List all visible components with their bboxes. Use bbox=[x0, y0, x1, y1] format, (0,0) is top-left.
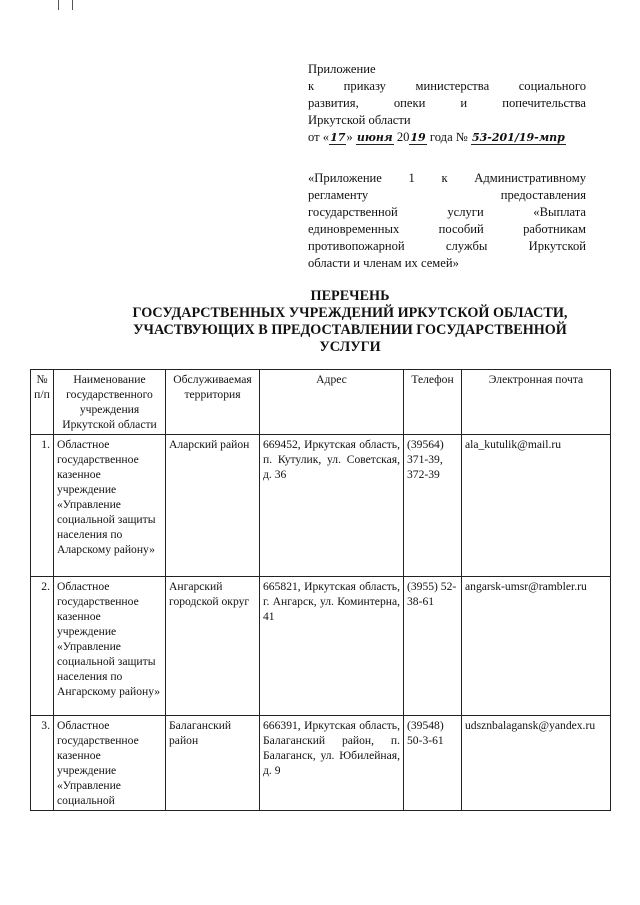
cell-num: 1. bbox=[31, 435, 54, 577]
cell-address: 669452, Иркутская область, п. Кутулик, ул. Советская, д. 36 bbox=[260, 435, 404, 577]
cell-address: 665821, Иркутская область, г. Ангарск, ул. Коминтерна, 41 bbox=[260, 577, 404, 716]
cell-name: Областное государственное казенное учреждение «Управление социальной защиты населения по Ангарскому району» bbox=[54, 577, 166, 716]
table-row bbox=[31, 435, 611, 577]
table-header-row bbox=[31, 370, 611, 435]
cell-territory: Балаганский район bbox=[166, 716, 260, 811]
appendix-line: Иркутской области bbox=[308, 113, 411, 127]
order-date-line bbox=[308, 129, 586, 146]
header-territory: Обслуживаемая территория bbox=[166, 370, 260, 435]
cell-territory: Аларский район bbox=[166, 435, 260, 577]
title-line: ПЕРЕЧЕНЬ bbox=[310, 288, 390, 304]
cell-phone: (39564) 371-39, 372-39 bbox=[404, 435, 462, 577]
order-number: 53-201/19-мпр bbox=[471, 131, 565, 144]
header-phone: Телефон bbox=[404, 370, 462, 435]
appendix-line: к приказу министерства социального bbox=[308, 79, 586, 93]
date-month: июня bbox=[356, 131, 393, 144]
date-day: 17 bbox=[330, 131, 346, 144]
cell-email: ala_kutulik@mail.ru bbox=[462, 435, 611, 577]
reglament-line: государственной услуги «Выплата bbox=[308, 205, 586, 219]
header-address: Адрес bbox=[260, 370, 404, 435]
cell-address: 666391, Иркутская область, Балаганский район, п. Балаганск, ул. Юбилейная, д. 9 bbox=[260, 716, 404, 811]
cell-territory: Ангарский городской округ bbox=[166, 577, 260, 716]
table-row bbox=[31, 577, 611, 716]
cell-num: 2. bbox=[31, 577, 54, 716]
reglament-line: единовременных пособий работникам bbox=[308, 222, 586, 236]
institutions-table bbox=[30, 369, 611, 811]
cell-phone: (3955) 52-38-61 bbox=[404, 577, 462, 716]
date-prefix: от « bbox=[308, 130, 330, 144]
cell-num: 3. bbox=[31, 716, 54, 811]
table-row bbox=[31, 716, 611, 811]
reglament-line: регламенту предоставления bbox=[308, 188, 586, 202]
header-name: Наименование государственного учреждения Иркутской области bbox=[54, 370, 166, 435]
header-num: № п/п bbox=[31, 370, 54, 435]
appendix-line: Приложение bbox=[308, 62, 376, 76]
cell-phone: (39548) 50-3-61 bbox=[404, 716, 462, 811]
date-mid: » bbox=[346, 130, 353, 144]
date-suffix: года № bbox=[429, 130, 468, 144]
cell-email: udsznbalagansk@yandex.ru bbox=[462, 716, 611, 811]
reglament-line: противопожарной службы Иркутской bbox=[308, 239, 586, 253]
cell-email: angarsk-umsr@rambler.ru bbox=[462, 577, 611, 716]
cell-name: Областное государственное казенное учреждение «Управление социальной защиты населения по Аларскому району» bbox=[54, 435, 166, 577]
date-year-prefix: 20 bbox=[396, 130, 410, 144]
title-line: УСЛУГИ bbox=[319, 339, 381, 355]
document-title bbox=[100, 288, 600, 356]
date-year-suffix: 19 bbox=[410, 131, 426, 144]
title-line: ГОСУДАРСТВЕННЫХ УЧРЕЖДЕНИЙ ИРКУТСКОЙ ОБЛАСТИ, bbox=[132, 305, 568, 321]
cell-name: Областное государственное казенное учреждение «Управление социальной bbox=[54, 716, 166, 811]
header-email: Электронная почта bbox=[462, 370, 611, 435]
appendix-line: развития, опеки и попечительства bbox=[308, 96, 586, 110]
reglament-line: области и членам их семей» bbox=[308, 256, 459, 270]
title-line: УЧАСТВУЮЩИХ В ПРЕДОСТАВЛЕНИИ ГОСУДАРСТВЕННОЙ bbox=[133, 322, 567, 338]
appendix-block bbox=[308, 61, 586, 146]
reglament-block bbox=[308, 170, 586, 272]
reglament-line: «Приложение 1 к Административному bbox=[308, 171, 586, 185]
